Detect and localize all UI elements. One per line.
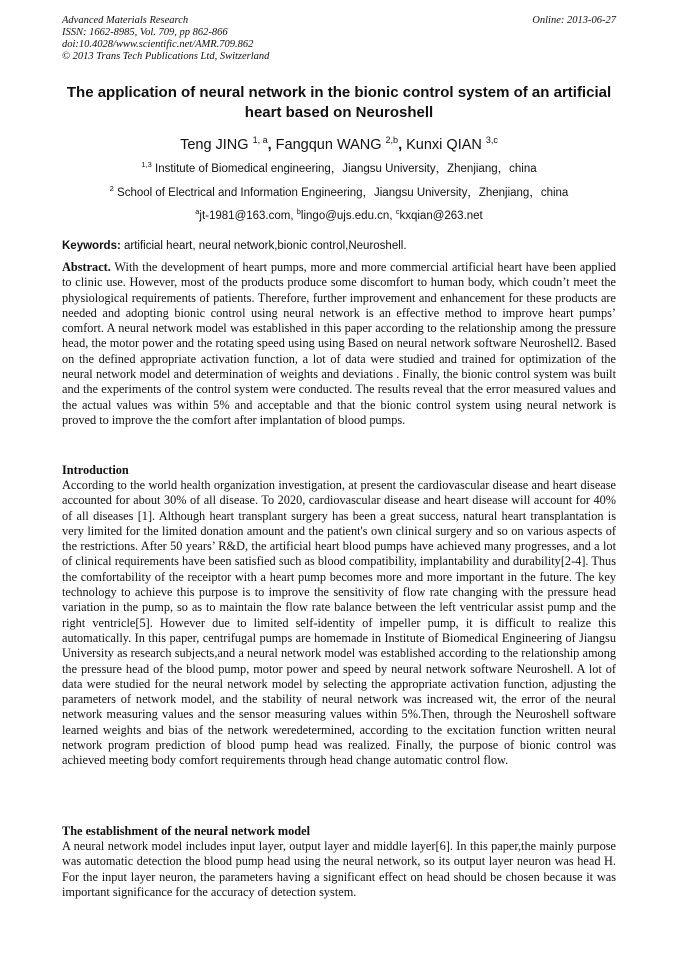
abstract-text: With the development of heart pumps, more and more commercial artificial heart have been applied to clinic use. However, most of the products produce some discomfort to human body, which coudn’t meet the physiological requirements of patients. Therefore, further improvement and enhancement for these products are needed and adopting bionic control using neural network is an effective method to improve heart pumps’ comfort. A neural network model was established in this paper according to the relationship among the pressure head, the motor power and the rotating speed using using Based on neural network software Neuroshell2. Based on the defined appropriate activation function, a lot of data were studied and trained for optimization of the neural network model and determination of weights and deviations . Finally, the bionic control system was built and the experiments of the control system were conducted. The results reveal that the error measured values and the actual values was within 5% and acceptable and that the bionic control system using neural network is proved to improve the the comfort after implantation of blood pumps. [62,260,616,427]
doi-line: doi:10.4028/www.scientific.net/AMR.709.862 [62,39,254,50]
affiliation-text: School of Electrical and Information Engineering，Jiangsu University，Zhenjiang，china [117,187,569,199]
author-separator: , [267,137,276,153]
author-affiliation-mark: 2,b [385,135,399,145]
paper-title: The application of neural network in the bionic control system of an artificial heart based on Neuroshell [66,84,612,121]
copyright-line: © 2013 Trans Tech Publications Ltd, Switzerland [62,51,270,62]
author-name: Teng JING [180,137,249,153]
author-list [62,131,616,154]
journal-name: Advanced Materials Research [62,15,189,26]
keywords-label: Keywords: [62,240,121,252]
neural-network-model-paragraph: A neural network model includes input layer, output layer and middle layer[6]. In this paper,the mainly purpose was automatic detection the blood pump head using the neural network, so its output layer neuron was head H. For the input layer neuron, the parameters having a significant effect on head should be chosen because it was important significance for the accuracy of detection system. [62,839,616,899]
email-address[interactable]: kxqian@263.net [399,210,483,222]
introduction-paragraph: According to the world health organization investigation, at present the cardiovascular disease and heart disease accounted for about 30% of all disease. To 2020, cardiovascular disease and heart disease will account for 40% of all diseases [1]. Although heart transplant surgery has been a great success, natural heart transplantation is very limited for the limited donation amount and the patient's own clinical surgery and so on various aspects of the restrictions. After 50 years’ R&D, the artificial heart blood pumps have achieved many progresses, and a lot of clinical requirements have been satisfied such as blood compatibility, implantability and durability[2-4]. Thus the comfortability of the receiptor with a heart pump becomes more and more important in the future. The key technology to achieve this purpose is to improve the sensitivity of flow rate changing with the pressure head variation in the pump, so as to maintain the flow rate balance between the left ventricular assist pump and the right ventricle[5]. However due to limited self-identity of impeller pump, it is difficult to realize this automatically. In this paper, centrifugal pumps are homemade in Institute of Biomedical Engineering of Jiangsu University as research subjects,and a neural network model was established according to the relationship among the pressure head of the blood pump, motor power and speed by neural network software Neuroshell. A lot of data were studied for the neural network model by selecting the appropriate activation function, adjusting the parameters of network model, and the stability of neural network was increased wit, the error of the neural network measuring values and the sensor measuring values within 5%.Then, through the Neuroshell software learned weights and bias of the network weredetermined, according to the excitation function written neural network program prediction of blood pump head was realized. Finally, the purpose of bionic control was achieved meeting body comfort requirements through head change automatic control flow. [62,478,616,768]
issn-line: ISSN: 1662-8985, Vol. 709, pp 862-866 [62,27,228,38]
keywords [62,239,616,253]
section-heading-introduction: Introduction [62,463,129,477]
author-name: Kunxi QIAN [406,137,482,153]
affiliation-text: Institute of Biomedical engineering，Jiangsu University，Zhenjiang，china [155,163,537,175]
email-mark: a [195,207,200,216]
online-date: Online: 2013-06-27 [532,15,616,26]
email-address[interactable]: jt-1981@163.com, [199,210,297,222]
author-name: Fangqun WANG [275,137,382,153]
author-affiliation-mark: 1, a [252,135,268,145]
email-address[interactable]: lingo@ujs.edu.cn, [300,210,396,222]
abstract-label: Abstract. [62,260,111,274]
author-separator: , [398,137,407,153]
abstract [62,260,616,428]
email-line [62,205,616,223]
affiliation-mark: 2 [109,184,114,193]
journal-header [62,15,269,63]
affiliation-1 [62,158,616,176]
email-mark: c [395,207,400,216]
affiliation-2 [62,182,616,200]
author-affiliation-mark: 3,c [485,135,498,145]
affiliation-mark: 1,3 [141,160,152,169]
keywords-text: artificial heart, neural network,bionic control,Neuroshell. [120,240,407,252]
email-mark: b [296,207,301,216]
section-heading-neural-network-model: The establishment of the neural network model [62,824,310,838]
